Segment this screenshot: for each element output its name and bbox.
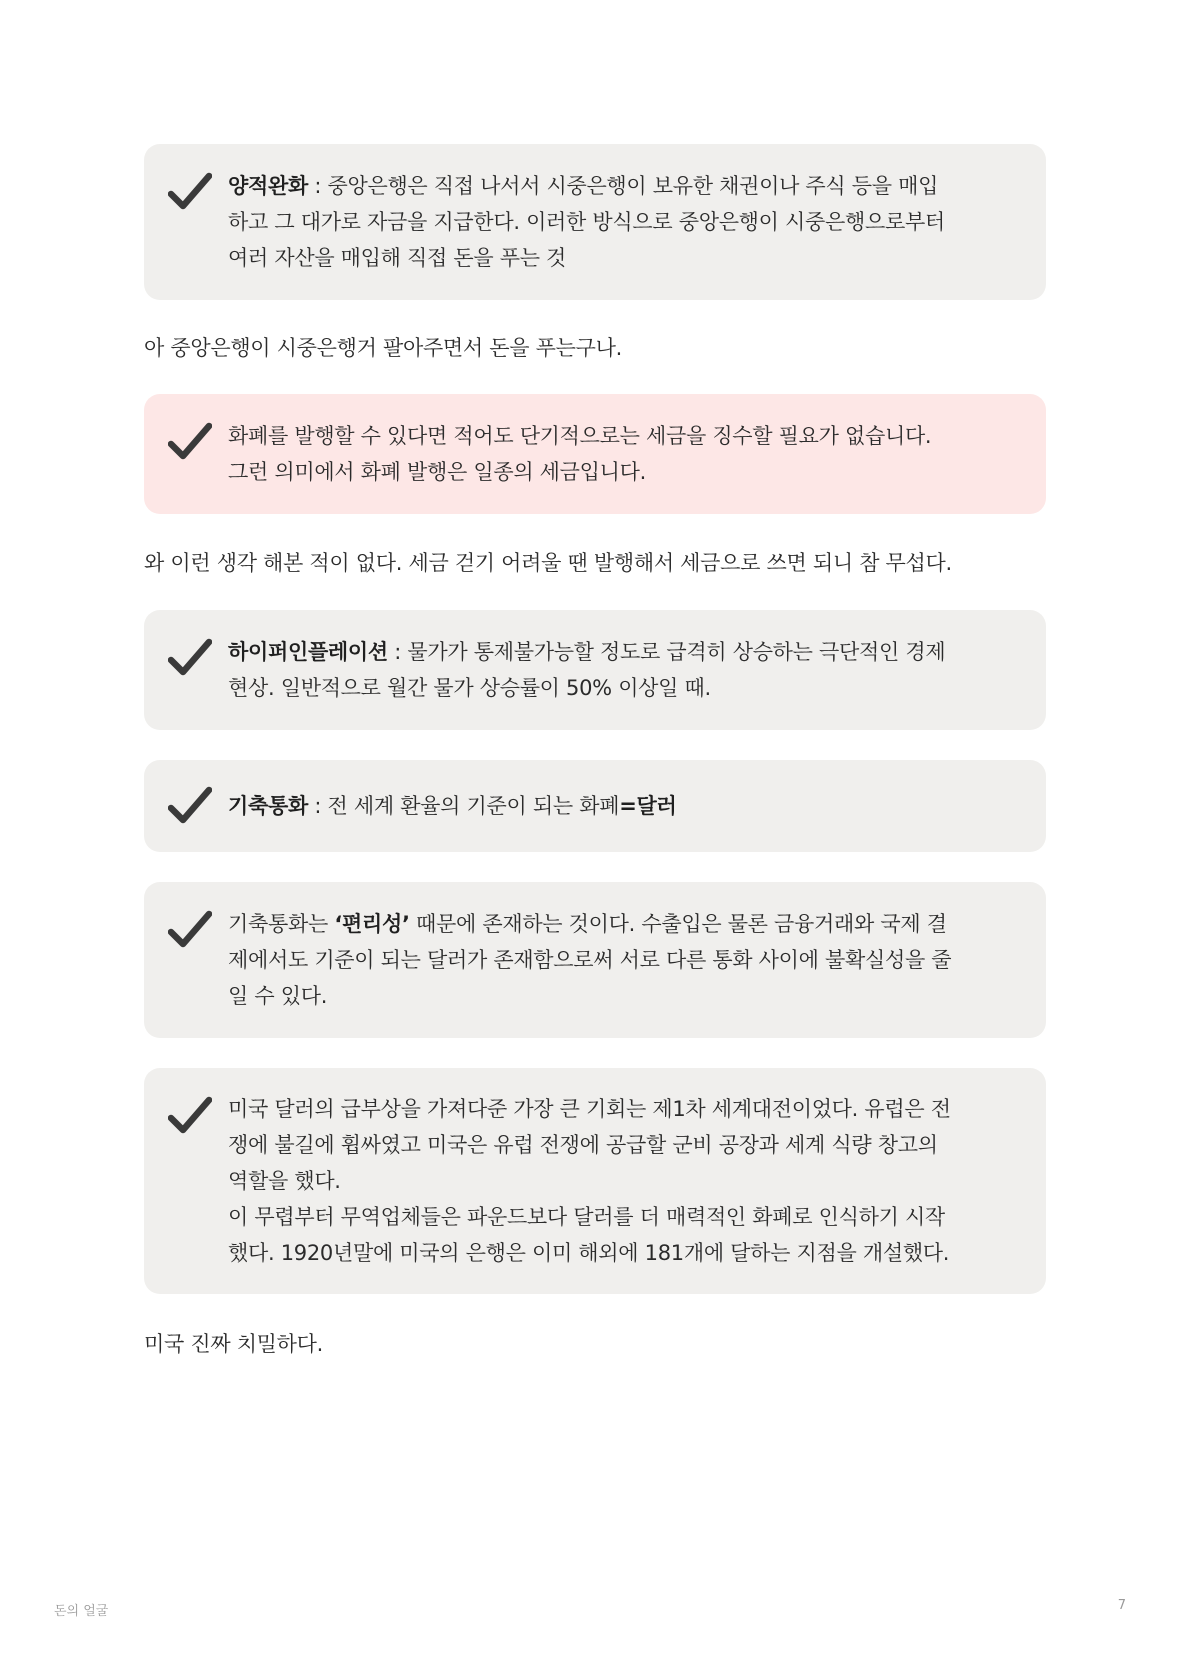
callout-text: 화폐를 발행할 수 있다면 적어도 단기적으로는 세금을 징수할 필요가 없습니다. 그런 의미에서 화폐 발행은 일종의 세금입니다. xyxy=(228,424,932,484)
callout-key-currency xyxy=(144,760,1046,852)
comment-paragraph: 미국 진짜 치밀하다. xyxy=(144,1332,324,1356)
page-number: 7 xyxy=(1117,1598,1126,1613)
checkmark-icon xyxy=(168,910,212,950)
comment-paragraph: 와 이런 생각 해본 적이 없다. 세금 걷기 어려울 땐 발행해서 세금으로 쓰면 되니 참 무섭다. xyxy=(144,551,952,575)
checkmark-icon xyxy=(168,786,212,826)
checkmark-icon xyxy=(168,422,212,462)
callout-hyperinflation xyxy=(144,610,1046,730)
term-quantitative-easing: 양적완화 xyxy=(228,174,308,198)
term-convenience: ‘편리성’ xyxy=(334,912,410,936)
callout-text: 양적완화 : 중앙은행은 직접 나서서 시중은행이 보유한 채권이나 주식 등을 매입 하고 그 대가로 자금을 지급한다. 이러한 방식으로 중앙은행이 시중은행으로부터 여러 자산을 매입해 직접 돈을 푸는 것 xyxy=(228,174,945,270)
callout-convenience xyxy=(144,882,1046,1038)
callout-text: 기축통화 : 전 세계 환율의 기준이 되는 화폐=달러 xyxy=(228,794,677,818)
callout-world-war-one xyxy=(144,1068,1046,1294)
term-key-currency: 기축통화 xyxy=(228,794,308,818)
checkmark-icon xyxy=(168,638,212,678)
checkmark-icon xyxy=(168,172,212,212)
comment-paragraph: 아 중앙은행이 시중은행거 팔아주면서 돈을 푸는구나. xyxy=(144,336,622,360)
callout-quantitative-easing xyxy=(144,144,1046,300)
callout-currency-tax xyxy=(144,394,1046,514)
term-hyperinflation: 하이퍼인플레이션 xyxy=(228,640,388,664)
callout-text: 미국 달러의 급부상을 가져다준 가장 큰 기회는 제1차 세계대전이었다. 유럽은 전 쟁에 불길에 휩싸였고 미국은 유럽 전쟁에 공급할 군비 공장과 세계 식량 창고의 역할을 했다. 이 무렵부터 무역업체들은 파운드보다 달러를 더 매력적인 화폐로 인식하기 시작 했다. 1920년말에 미국의 은행은 이미 해외에 181개에 달하는 지점을 개설했다. xyxy=(228,1097,951,1265)
checkmark-icon xyxy=(168,1096,212,1136)
footer-title: 돈의 얼굴 xyxy=(54,1604,109,1619)
callout-text: 기축통화는 ‘편리성’ 때문에 존재하는 것이다. 수출입은 물론 금융거래와 국제 결 제에서도 기준이 되는 달러가 존재함으로써 서로 다른 통화 사이에 불확실성을 줄 일 수 있다. xyxy=(228,912,952,1008)
term-dollar: 달러 xyxy=(636,794,677,818)
callout-text: 하이퍼인플레이션 : 물가가 통제불가능할 정도로 급격히 상승하는 극단적인 경제 현상. 일반적으로 월간 물가 상승률이 50% 이상일 때. xyxy=(228,640,946,700)
